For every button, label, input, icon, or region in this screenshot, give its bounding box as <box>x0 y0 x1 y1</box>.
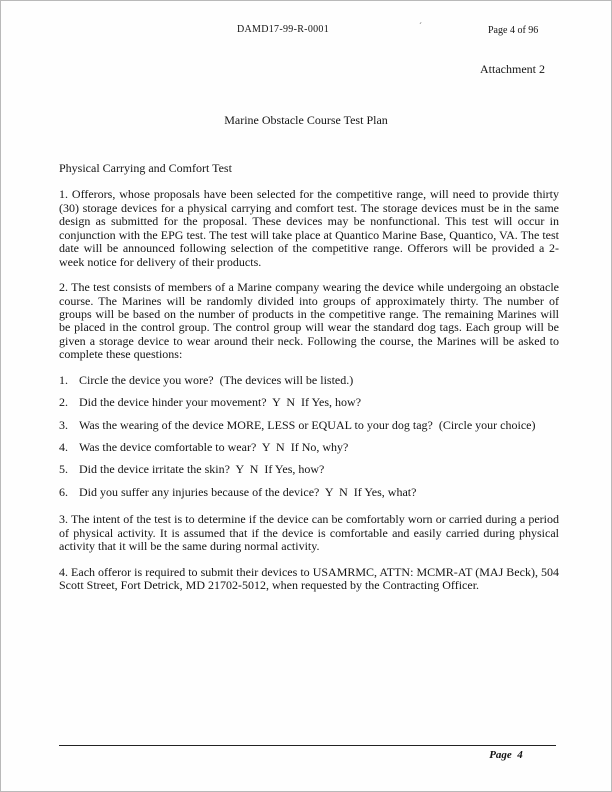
question-item-4 <box>59 441 559 454</box>
question-item-1 <box>59 374 559 387</box>
question-number: 1. <box>59 372 68 387</box>
page-indicator: Page 4 of 96 <box>488 25 539 36</box>
question-item-3 <box>59 419 559 432</box>
questions-list <box>59 374 559 500</box>
question-text: Was the wearing of the device MORE, LESS or EQUAL to your dog tag? (Circle your choice) <box>79 417 536 432</box>
footer-page-label: Page 4 <box>489 749 523 761</box>
question-number: 5. <box>59 462 68 477</box>
question-item-2 <box>59 396 559 409</box>
question-text: Did you suffer any injuries because of the device? Y N If Yes, what? <box>79 484 417 499</box>
question-number: 2. <box>59 395 68 410</box>
paragraph-3: 3. The intent of the test is to determine if the device can be comfortably worn or carried during a period of physical activity. It is assumed that if the device is comfortable and easily carried during physical activity that it will be the same during normal activity. <box>59 512 559 554</box>
question-number: 3. <box>59 417 68 432</box>
question-text: Did the device irritate the skin? Y N If Yes, how? <box>79 462 325 477</box>
document-title: Marine Obstacle Course Test Plan <box>224 113 388 127</box>
question-item-5 <box>59 463 559 476</box>
question-number: 6. <box>59 484 68 499</box>
scan-artifact-mark: ´ <box>419 21 422 31</box>
footer-divider <box>59 745 556 746</box>
question-text: Was the device comfortable to wear? Y N If No, why? <box>79 440 349 454</box>
paragraph-4: 4. Each offeror is required to submit their devices to USAMRMC, ATTN: MCMR-AT (MAJ Beck), 504 Scott Street, Fort Detrick, MD 21702-5012, when requested by the Contracting Officer. <box>59 564 559 593</box>
paragraph-1: 1. Offerors, whose proposals have been selected for the competitive range, will need to provide thirty (30) storage devices for a physical carrying and comfort test. The storage devices must be in the same design as submitted for the proposal. These devices may be nonfunctional. This test will occur in conjunction with the EPG test. The test will take place at Quantico Marine Base, Quantico, VA. The test date will be announced following selection of the competitive range. Offerors will be provided a 2-week notice for delivery of their products. <box>59 187 559 269</box>
question-text: Did the device hinder your movement? Y N If Yes, how? <box>79 395 362 410</box>
document-number: DAMD17-99-R-0001 <box>237 24 330 35</box>
section-heading: Physical Carrying and Comfort Test <box>59 161 232 175</box>
paragraph-2: 2. The test consists of members of a Marine company wearing the device while undergoing an obstacle course. The Marines will be randomly divided into groups of approximately thirty. The number of groups will be based on the number of products in the competitive range. The remaining Marines will be placed in the control group. The control group will wear the standard dog tags. Each group will be given a storage device to wear around their neck. Following the course, the Marines will be asked to complete these questions: <box>59 280 559 362</box>
question-number: 4. <box>59 440 68 454</box>
question-item-6 <box>59 486 559 499</box>
document-body <box>59 162 559 605</box>
attachment-label: Attachment 2 <box>480 62 545 76</box>
question-text: Circle the device you wore? (The devices will be listed.) <box>79 372 354 387</box>
